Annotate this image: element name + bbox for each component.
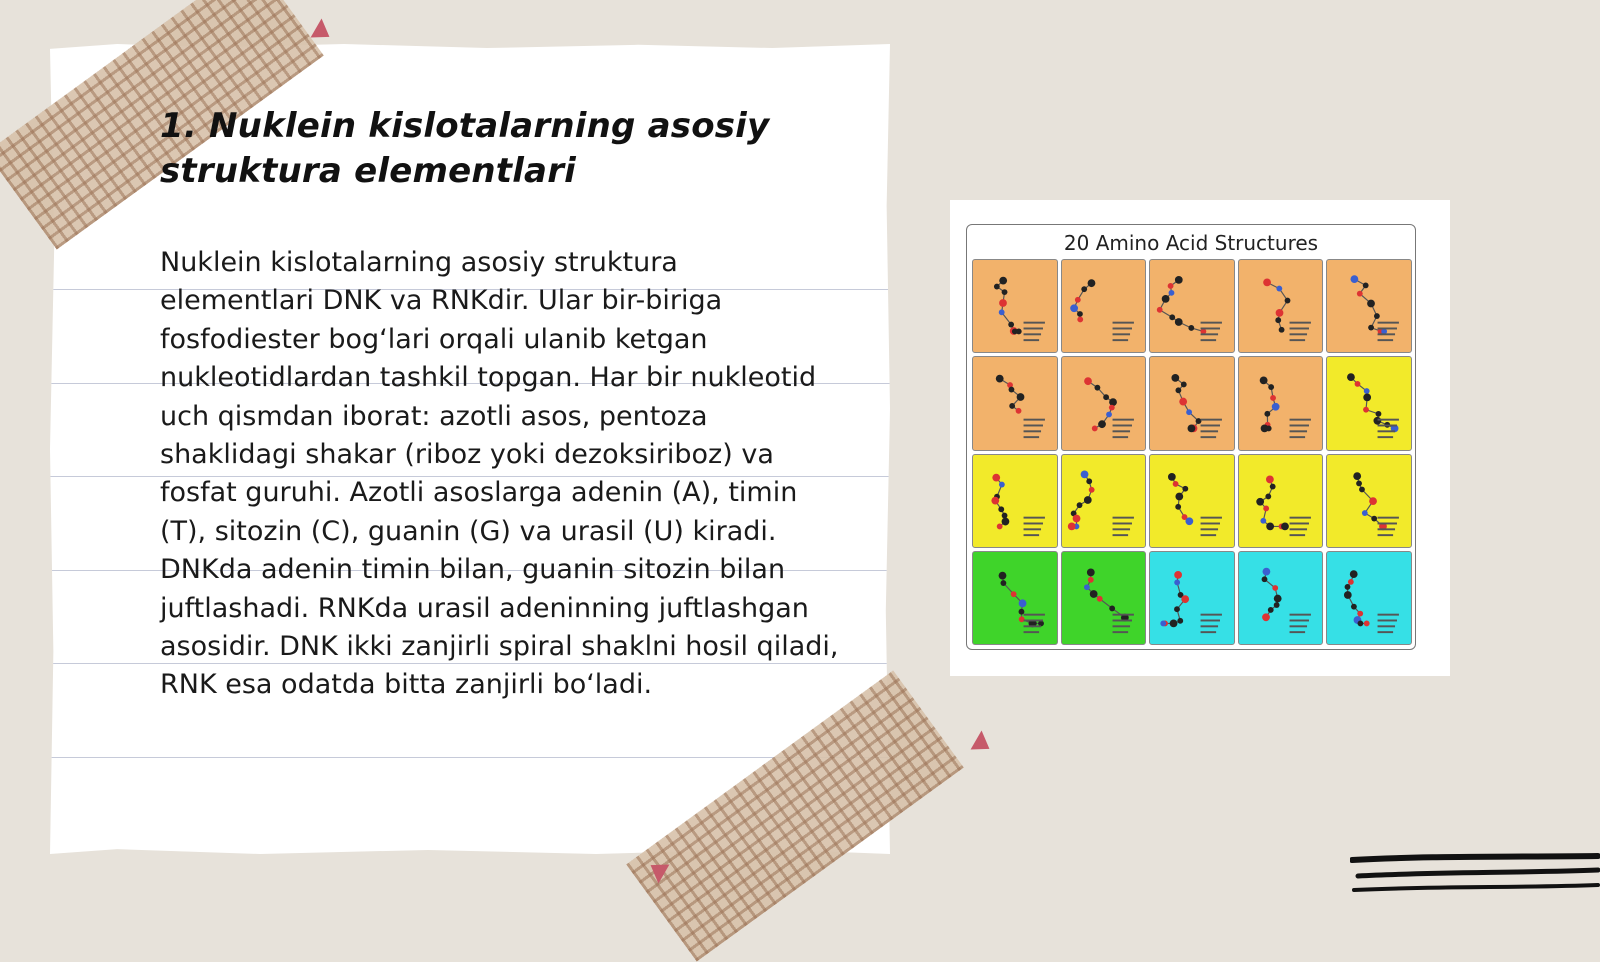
amino-acid-figure	[950, 200, 1450, 676]
molecule-sketch	[1150, 455, 1234, 547]
amino-acid-cell	[1238, 356, 1324, 450]
molecule-sketch	[1150, 260, 1234, 352]
amino-acid-cell	[1326, 551, 1412, 645]
molecule-sketch	[1239, 552, 1323, 644]
slide-title: 1. Nuklein kislotalarning asosiy struktura elementlari	[160, 104, 820, 194]
figure-title: 20 Amino Acid Structures	[967, 231, 1415, 255]
amino-acid-cell	[1061, 259, 1147, 353]
amino-acid-cell	[1326, 454, 1412, 548]
amino-acid-cell	[1238, 259, 1324, 353]
amino-acid-cell	[1149, 551, 1235, 645]
molecule-sketch	[1239, 455, 1323, 547]
molecule-sketch	[1327, 552, 1411, 644]
molecule-sketch	[1239, 357, 1323, 449]
amino-acid-cell	[972, 356, 1058, 450]
amino-acid-cell	[1149, 454, 1235, 548]
amino-acid-cell	[1061, 454, 1147, 548]
brush-stroke-decoration	[1350, 848, 1600, 900]
slide-body-text: Nuklein kislotalarning asosiy struktura elementlari DNK va RNKdir. Ular bir-biriga fosfodiester bog‘lari orqali ulanib ketgan nukleotidlardan tashkil topgan. Har bir nukleotid uch qismdan iborat: azotli asos, pentoza shaklidagi shakar (riboz yoki dezoksiriboz) va fosfat guruhi. Azotli asoslarga adenin (A), timin (T), sitozin (C), guanin (G) va urasil (U) kiradi. DNKda adenin timin bilan, guanin sitozin bilan juftlashadi. RNKda urasil adeninning juftlashgan asosidir. DNK ikki zanjirli spiral shaklni hosil qiladi, RNK esa odatda bitta zanjirli bo‘ladi.	[160, 244, 840, 705]
molecule-sketch	[1327, 455, 1411, 547]
molecule-sketch	[1150, 552, 1234, 644]
amino-acid-cell	[972, 454, 1058, 548]
amino-acid-cell	[1149, 259, 1235, 353]
amino-acid-cell	[1061, 356, 1147, 450]
molecule-sketch	[973, 552, 1057, 644]
molecule-sketch	[973, 260, 1057, 352]
amino-acid-cell	[972, 259, 1058, 353]
amino-acid-cell	[972, 551, 1058, 645]
molecule-sketch	[973, 455, 1057, 547]
amino-acid-cell	[1149, 356, 1235, 450]
amino-acid-cell	[1326, 356, 1412, 450]
molecule-sketch	[1239, 260, 1323, 352]
figure-frame	[966, 224, 1416, 650]
molecule-sketch	[1062, 455, 1146, 547]
molecule-sketch	[973, 357, 1057, 449]
amino-acid-cell	[1238, 454, 1324, 548]
amino-acid-cell	[1326, 259, 1412, 353]
amino-acid-cell	[1061, 551, 1147, 645]
ruled-line	[50, 757, 890, 758]
molecule-sketch	[1327, 357, 1411, 449]
molecule-sketch	[1062, 552, 1146, 644]
molecule-sketch	[1150, 357, 1234, 449]
tape-tab	[971, 730, 996, 757]
molecule-sketch	[1062, 357, 1146, 449]
tape-tab	[311, 18, 336, 45]
molecule-sketch	[1327, 260, 1411, 352]
molecule-sketch	[1062, 260, 1146, 352]
amino-acid-grid	[972, 259, 1412, 645]
amino-acid-cell	[1238, 551, 1324, 645]
